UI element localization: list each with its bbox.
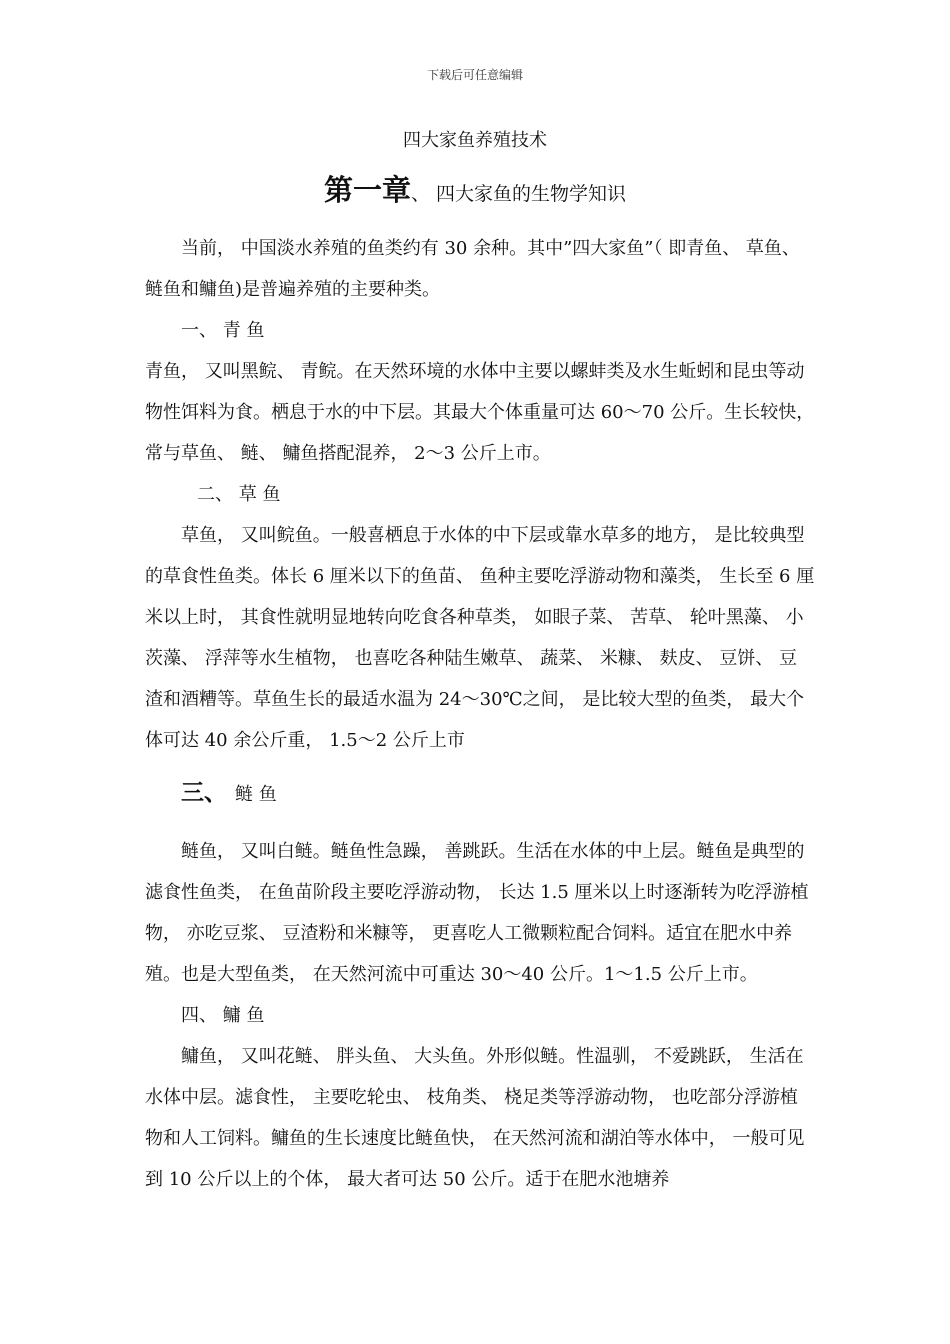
section-heading-lianyu-number: 三、 [181, 779, 227, 806]
section-heading-caoyu: 二、 草 鱼 [197, 484, 281, 505]
section-body-qingyu: 青鱼， 又叫黑鲩、 青鲩。在天然环境的水体中主要以螺蚌类及水生蚯蚓和昆虫等动物性饵料为食。栖息于水的中下层。其最大个体重量可达 60～70 公斤。生长较快， 常与草鱼、 鲢、 鳙鱼搭配混养， 2～3 公斤上市。 [145, 361, 815, 464]
section-heading-qingyu: 一、 青 鱼 [181, 320, 265, 341]
section-body-yongyu: 鳙鱼， 又叫花鲢、 胖头鱼、 大头鱼。外形似鲢。性温驯， 不爱跳跃， 生活在水体中层。滤食性， 主要吃轮虫、 枝角类、 桡足类等浮游动物， 也吃部分浮游植物和人工饲料。鳙鱼的生长速度比鲢鱼快， 在天然河流和湖泊等水体中， 一般可见到 10 公斤以上的个体， 最大者可达 50 公斤。适于在肥水池塘养 [145, 1046, 805, 1190]
chapter-heading [0, 168, 950, 209]
header-note: 下载后可任意编辑 [426, 68, 523, 82]
section-heading-lianyu-name: 鲢 鱼 [235, 784, 277, 805]
chapter-number: 第一章 [323, 173, 411, 207]
section-heading-yongyu: 四、 鳙 鱼 [181, 1005, 265, 1026]
document-body [145, 228, 815, 1200]
section-body-caoyu: 草鱼， 又叫鲩鱼。一般喜栖息于水体的中下层或靠水草多的地方， 是比较典型的草食性鱼类。体长 6 厘米以下的鱼苗、 鱼种主要吃浮游动物和藻类， 生长至 6 厘米以上时， 其食性就明显地转向吃食各种草类， 如眼子菜、 苦草、 轮叶黑藻、 小茨藻、 浮萍等水生植物， 也喜吃各种陆生嫩草、 蔬菜、 米糠、 麸皮、 豆饼、 豆渣和酒糟等。草鱼生长的最适水温为 24～30℃之间， 是比较大型的鱼类， 最大个体可达 40 余公斤重， 1.5～2 公斤上市 [145, 525, 815, 751]
chapter-title: 、 四大家鱼的生物学知识 [410, 183, 627, 205]
intro-paragraph: 当前， 中国淡水养殖的鱼类约有 30 余种。其中”四大家鱼”（ 即青鱼、 草鱼、 鲢鱼和鳙鱼)是普遍养殖的主要种类。 [145, 238, 800, 300]
section-body-lianyu: 鲢鱼， 又叫白鲢。鲢鱼性急躁， 善跳跃。生活在水体的中上层。鲢鱼是典型的滤食性鱼类， 在鱼苗阶段主要吃浮游动物， 长达 1.5 厘米以上时逐渐转为吃浮游植物， 亦吃豆浆、 豆渣粉和米糠等， 更喜吃人工微颗粒配合饲料。适宜在肥水中养殖。也是大型鱼类， 在天然河流中可重达 30～40 公斤。1～1.5 公斤上市。 [145, 841, 809, 985]
section-heading-lianyu [145, 771, 815, 817]
document-title: 四大家鱼养殖技术 [403, 130, 547, 151]
